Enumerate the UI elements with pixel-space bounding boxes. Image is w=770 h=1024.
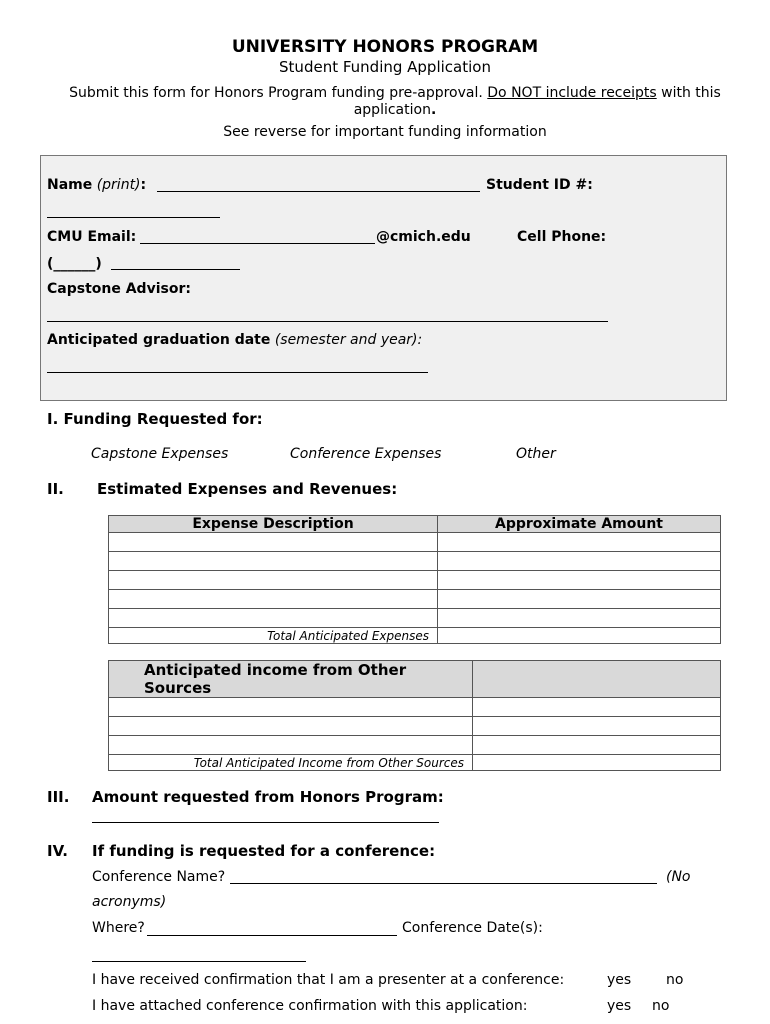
option-conference[interactable]: Conference Expenses — [290, 446, 442, 462]
amount-cell[interactable] — [438, 590, 721, 609]
grad-date-row — [47, 332, 422, 348]
form-subtitle: Student Funding Application — [279, 58, 491, 76]
conference-dates-field[interactable] — [92, 961, 306, 962]
section-3-heading: Amount requested from Honors Program: — [92, 788, 444, 806]
instruction-end: . — [430, 102, 437, 118]
total-expenses-label: Total Anticipated Expenses — [109, 628, 438, 644]
expense-table — [108, 515, 721, 644]
email-domain: @cmich.edu — [376, 229, 471, 245]
amount-cell[interactable] — [438, 533, 721, 552]
print-hint: (print) — [96, 177, 141, 193]
name-label: Name — [47, 177, 93, 193]
grad-date-field[interactable] — [47, 372, 428, 373]
income-cell[interactable] — [109, 736, 473, 755]
form-title: UNIVERSITY HONORS PROGRAM — [231, 37, 539, 57]
where-label: Where? — [92, 920, 145, 936]
table-row — [109, 698, 721, 717]
expense-cell[interactable] — [109, 590, 438, 609]
table-row — [109, 533, 721, 552]
table-row — [109, 717, 721, 736]
section-2-heading: Estimated Expenses and Revenues: — [97, 480, 398, 498]
no-acronyms-note-cont: acronyms) — [92, 894, 167, 910]
expense-cell[interactable] — [109, 533, 438, 552]
table-row — [109, 590, 721, 609]
income-cell[interactable] — [109, 698, 473, 717]
table-row — [109, 571, 721, 590]
instruction-post: with this application — [353, 85, 721, 118]
attached-no-option[interactable]: no — [652, 998, 670, 1014]
option-other[interactable]: Other — [516, 446, 556, 462]
total-row — [109, 628, 721, 644]
phone-area-code-field[interactable]: (______) — [47, 256, 102, 272]
amount-cell[interactable] — [473, 698, 721, 717]
section-3-numeral: III. — [47, 788, 70, 806]
income-cell[interactable] — [109, 717, 473, 736]
student-id-field[interactable] — [47, 217, 220, 218]
amount-cell[interactable] — [473, 736, 721, 755]
amount-cell[interactable] — [438, 552, 721, 571]
income-header: Anticipated income from Other Sources — [109, 661, 473, 698]
expense-cell[interactable] — [109, 552, 438, 571]
total-income-label: Total Anticipated Income from Other Sources — [109, 755, 473, 771]
instruction-pre: Submit this form for Honors Program funding pre-approval. — [69, 85, 483, 101]
income-table — [108, 660, 721, 771]
presenter-question: I have received confirmation that I am a presenter at a conference: — [92, 972, 565, 988]
email-label: CMU Email: — [47, 229, 137, 245]
income-amount-header — [473, 661, 721, 698]
cell-phone-label: Cell Phone: — [517, 229, 607, 245]
where-field[interactable] — [147, 935, 397, 936]
table-row — [109, 736, 721, 755]
presenter-yes-option[interactable]: yes — [607, 972, 632, 988]
presenter-no-option[interactable]: no — [666, 972, 684, 988]
total-income-cell[interactable] — [473, 755, 721, 771]
attached-question: I have attached conference confirmation with this application: — [92, 998, 528, 1014]
section-2-numeral: II. — [47, 480, 64, 498]
student-id-label: Student ID #: — [486, 177, 593, 193]
option-capstone[interactable]: Capstone Expenses — [91, 446, 229, 462]
conference-name-label: Conference Name? — [92, 869, 226, 885]
advisor-label: Capstone Advisor: — [47, 281, 191, 297]
no-receipts-note: Do NOT include receipts — [487, 85, 657, 101]
conference-name-field[interactable] — [230, 883, 657, 884]
table-row — [109, 552, 721, 571]
amount-requested-field[interactable] — [92, 822, 439, 823]
table-row — [109, 609, 721, 628]
section-1-heading: I. Funding Requested for: — [47, 410, 263, 428]
total-row — [109, 755, 721, 771]
name-field[interactable] — [157, 191, 480, 192]
expense-cell[interactable] — [109, 571, 438, 590]
instructions — [60, 85, 730, 119]
amount-cell[interactable] — [438, 571, 721, 590]
grad-date-hint: (semester and year): — [274, 332, 423, 348]
total-expenses-cell[interactable] — [438, 628, 721, 644]
name-colon: : — [140, 177, 147, 193]
advisor-field[interactable] — [47, 321, 608, 322]
conference-dates-label: Conference Date(s): — [402, 920, 543, 936]
section-4-numeral: IV. — [47, 842, 68, 860]
amount-cell[interactable] — [473, 717, 721, 736]
approx-amount-header: Approximate Amount — [438, 516, 721, 533]
email-field[interactable] — [140, 243, 375, 244]
name-row — [47, 177, 146, 193]
no-acronyms-note: (No — [666, 869, 691, 885]
reverse-note: See reverse for important funding information — [223, 124, 547, 140]
section-4-heading: If funding is requested for a conference: — [92, 842, 436, 860]
expense-cell[interactable] — [109, 609, 438, 628]
grad-date-label: Anticipated graduation date — [47, 332, 271, 348]
phone-number-field[interactable] — [111, 269, 240, 270]
attached-yes-option[interactable]: yes — [607, 998, 632, 1014]
expense-description-header: Expense Description — [109, 516, 438, 533]
amount-cell[interactable] — [438, 609, 721, 628]
